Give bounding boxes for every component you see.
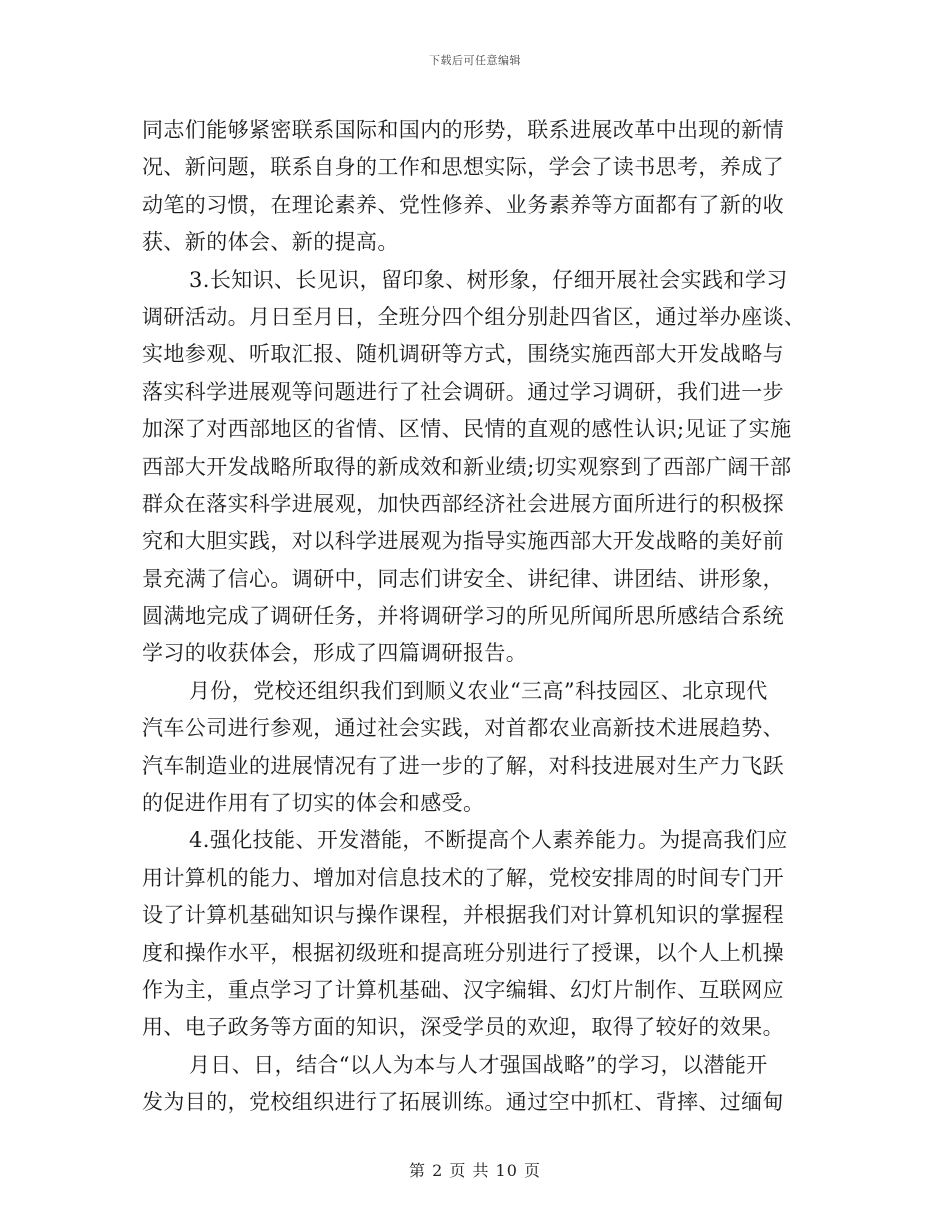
page-header: 下载后可任意编辑 — [429, 54, 521, 67]
page-number-footer: 第 2 页 共 10 页 — [409, 1161, 541, 1180]
text-line: 群众在落实科学进展观，加快西部经济社会进展方面所进行的积极探 — [142, 491, 784, 516]
text-line: 度和操作水平，根据初级班和提高班分别进行了授课，以个人上机操 — [142, 940, 784, 965]
text-line: 调研活动。月日至月日，全班分四个组分别赴四省区，通过举办座谈、 — [142, 304, 806, 329]
paragraph-training — [142, 1047, 802, 1122]
text-line: 圆满地完成了调研任务，并将调研学习的所见所闻所思所感结合系统 — [142, 604, 784, 629]
text-line: 获、新的体会、新的提高。 — [142, 230, 399, 255]
text-line: 作为主，重点学习了计算机基础、汉字编辑、幻灯片制作、互联网应 — [142, 977, 784, 1002]
paragraph-item-3 — [142, 262, 806, 673]
paragraph-visit — [142, 673, 802, 823]
text-line: 月份，党校还组织我们到顺义农业“三高”科技园区、北京现代 — [189, 678, 768, 703]
text-line: 3.长知识、长见识，留印象、树形象，仔细开展社会实践和学习 — [189, 267, 788, 292]
text-line: 汽车公司进行参观，通过社会实践，对首都农业高新技术进展趋势、 — [142, 716, 784, 741]
text-line: 发为目的，党校组织进行了拓展训练。通过空中抓杠、背摔、过缅甸 — [142, 1090, 784, 1115]
text-line: 同志们能够紧密联系国际和国内的形势，联系进展改革中出现的新情 — [142, 118, 784, 142]
text-line: 汽车制造业的进展情况有了进一步的了解，对科技进展对生产力飞跃 — [142, 753, 784, 778]
text-line: 况、新问题，联系自身的工作和思想实际，学会了读书思考，养成了 — [142, 155, 784, 180]
text-line: 的促进作用有了切实的体会和感受。 — [142, 791, 485, 816]
text-line: 动笔的习惯，在理论素养、党性修养、业务素养等方面都有了新的收 — [142, 192, 784, 217]
text-line: 用计算机的能力、增加对信息技术的了解，党校安排周的时间专门开 — [142, 865, 784, 890]
text-line: 4.强化技能、开发潜能，不断提高个人素养能力。为提高我们应 — [189, 828, 788, 853]
text-line: 月日、日，结合“以人为本与人才强国战略”的学习，以潜能开 — [189, 1052, 768, 1077]
text-line: 落实科学进展观等问题进行了社会调研。通过学习调研，我们进一步 — [142, 379, 784, 404]
text-line: 实地参观、听取汇报、随机调研等方式，围绕实施西部大开发战略与 — [142, 342, 784, 367]
text-line: 设了计算机基础知识与操作课程，并根据我们对计算机知识的掌握程 — [142, 903, 784, 928]
text-line: 究和大胆实践，对以科学进展观为指导实施西部大开发战略的美好前 — [142, 529, 784, 554]
text-line: 景充满了信心。调研中，同志们讲安全、讲纪律、讲团结、讲形象， — [142, 566, 784, 591]
paragraph-continued — [142, 112, 802, 262]
paragraph-item-4 — [142, 822, 802, 1046]
document-body — [142, 112, 806, 1122]
text-line: 用、电子政务等方面的知识，深受学员的欢迎，取得了较好的效果。 — [142, 1015, 784, 1040]
text-line: 加深了对西部地区的省情、区情、民情的直观的感性认识;见证了实施 — [142, 417, 792, 442]
text-line: 学习的收获体会，形成了四篇调研报告。 — [142, 641, 528, 666]
text-line: 西部大开发战略所取得的新成效和新业绩;切实观察到了西部广阔干部 — [142, 454, 792, 479]
